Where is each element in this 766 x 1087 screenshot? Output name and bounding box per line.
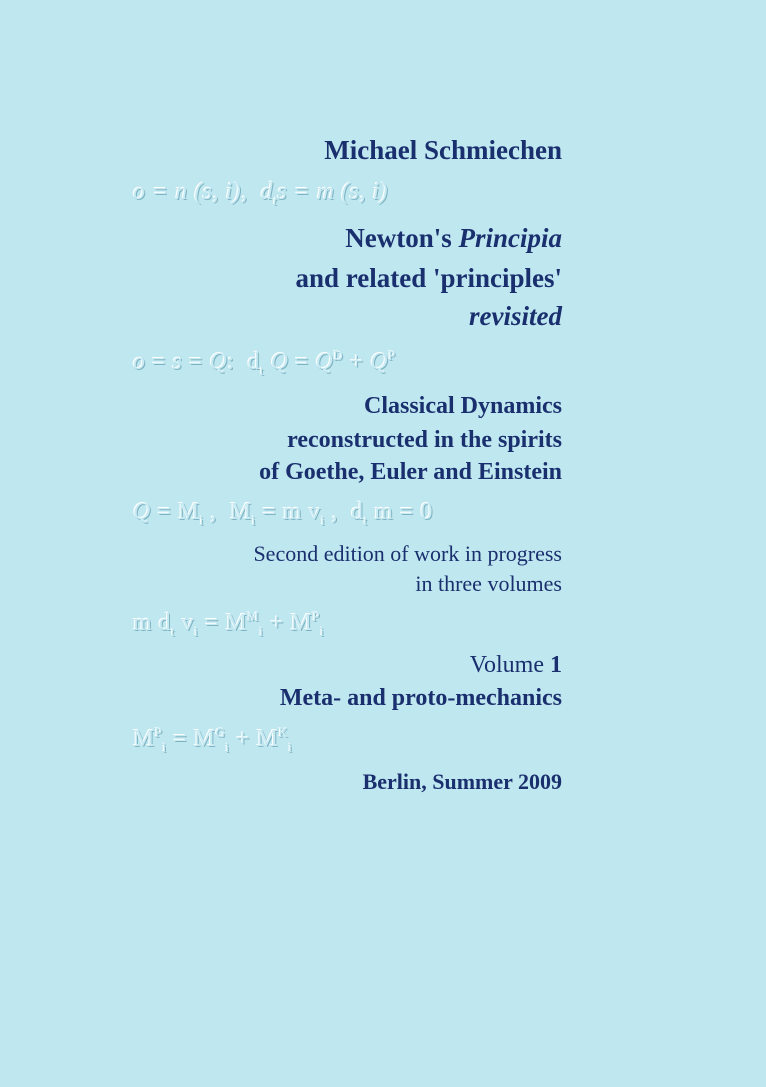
place-date: Berlin, Summer 2009: [362, 769, 562, 794]
edition-line-1: Second edition of work in progress: [253, 541, 562, 566]
volume-number: 1: [550, 652, 562, 678]
author-name: Michael Schmiechen: [324, 135, 562, 165]
title-line-3: revisited: [469, 301, 562, 331]
title-prefix: Newton's: [345, 223, 459, 253]
title-line-2: and related 'principles': [295, 263, 562, 293]
subtitle-line-2: reconstructed in the spirits: [287, 427, 562, 453]
volume-line: [470, 653, 562, 677]
subtitle-line-3: of Goethe, Euler and Einstein: [259, 459, 562, 485]
formula-4: m $d_t$ $v_i = M^M_i + M^P_i$: [133, 609, 325, 639]
formula-1: o = n (s, i), $d_ts = m$ (s, i): [133, 179, 389, 208]
title-line-1: [345, 225, 562, 252]
volume-title: Meta- and proto-mechanics: [279, 685, 562, 711]
volume-label: Volume: [469, 652, 550, 678]
subtitle-line-1: Classical Dynamics: [364, 393, 562, 419]
title-principia: Principia: [458, 223, 562, 253]
edition-line-2: in three volumes: [415, 571, 562, 596]
formula-3: $Q = M_i$ , $M_i = m$ $v_i$ , $d_t$ m = 0: [133, 499, 433, 528]
formula-5: $M^P_i = M^G_i + M^K_i$: [133, 725, 293, 755]
formula-2: o = s = Q: $d_t$ $Q = Q^D + Q^P$: [133, 348, 396, 378]
